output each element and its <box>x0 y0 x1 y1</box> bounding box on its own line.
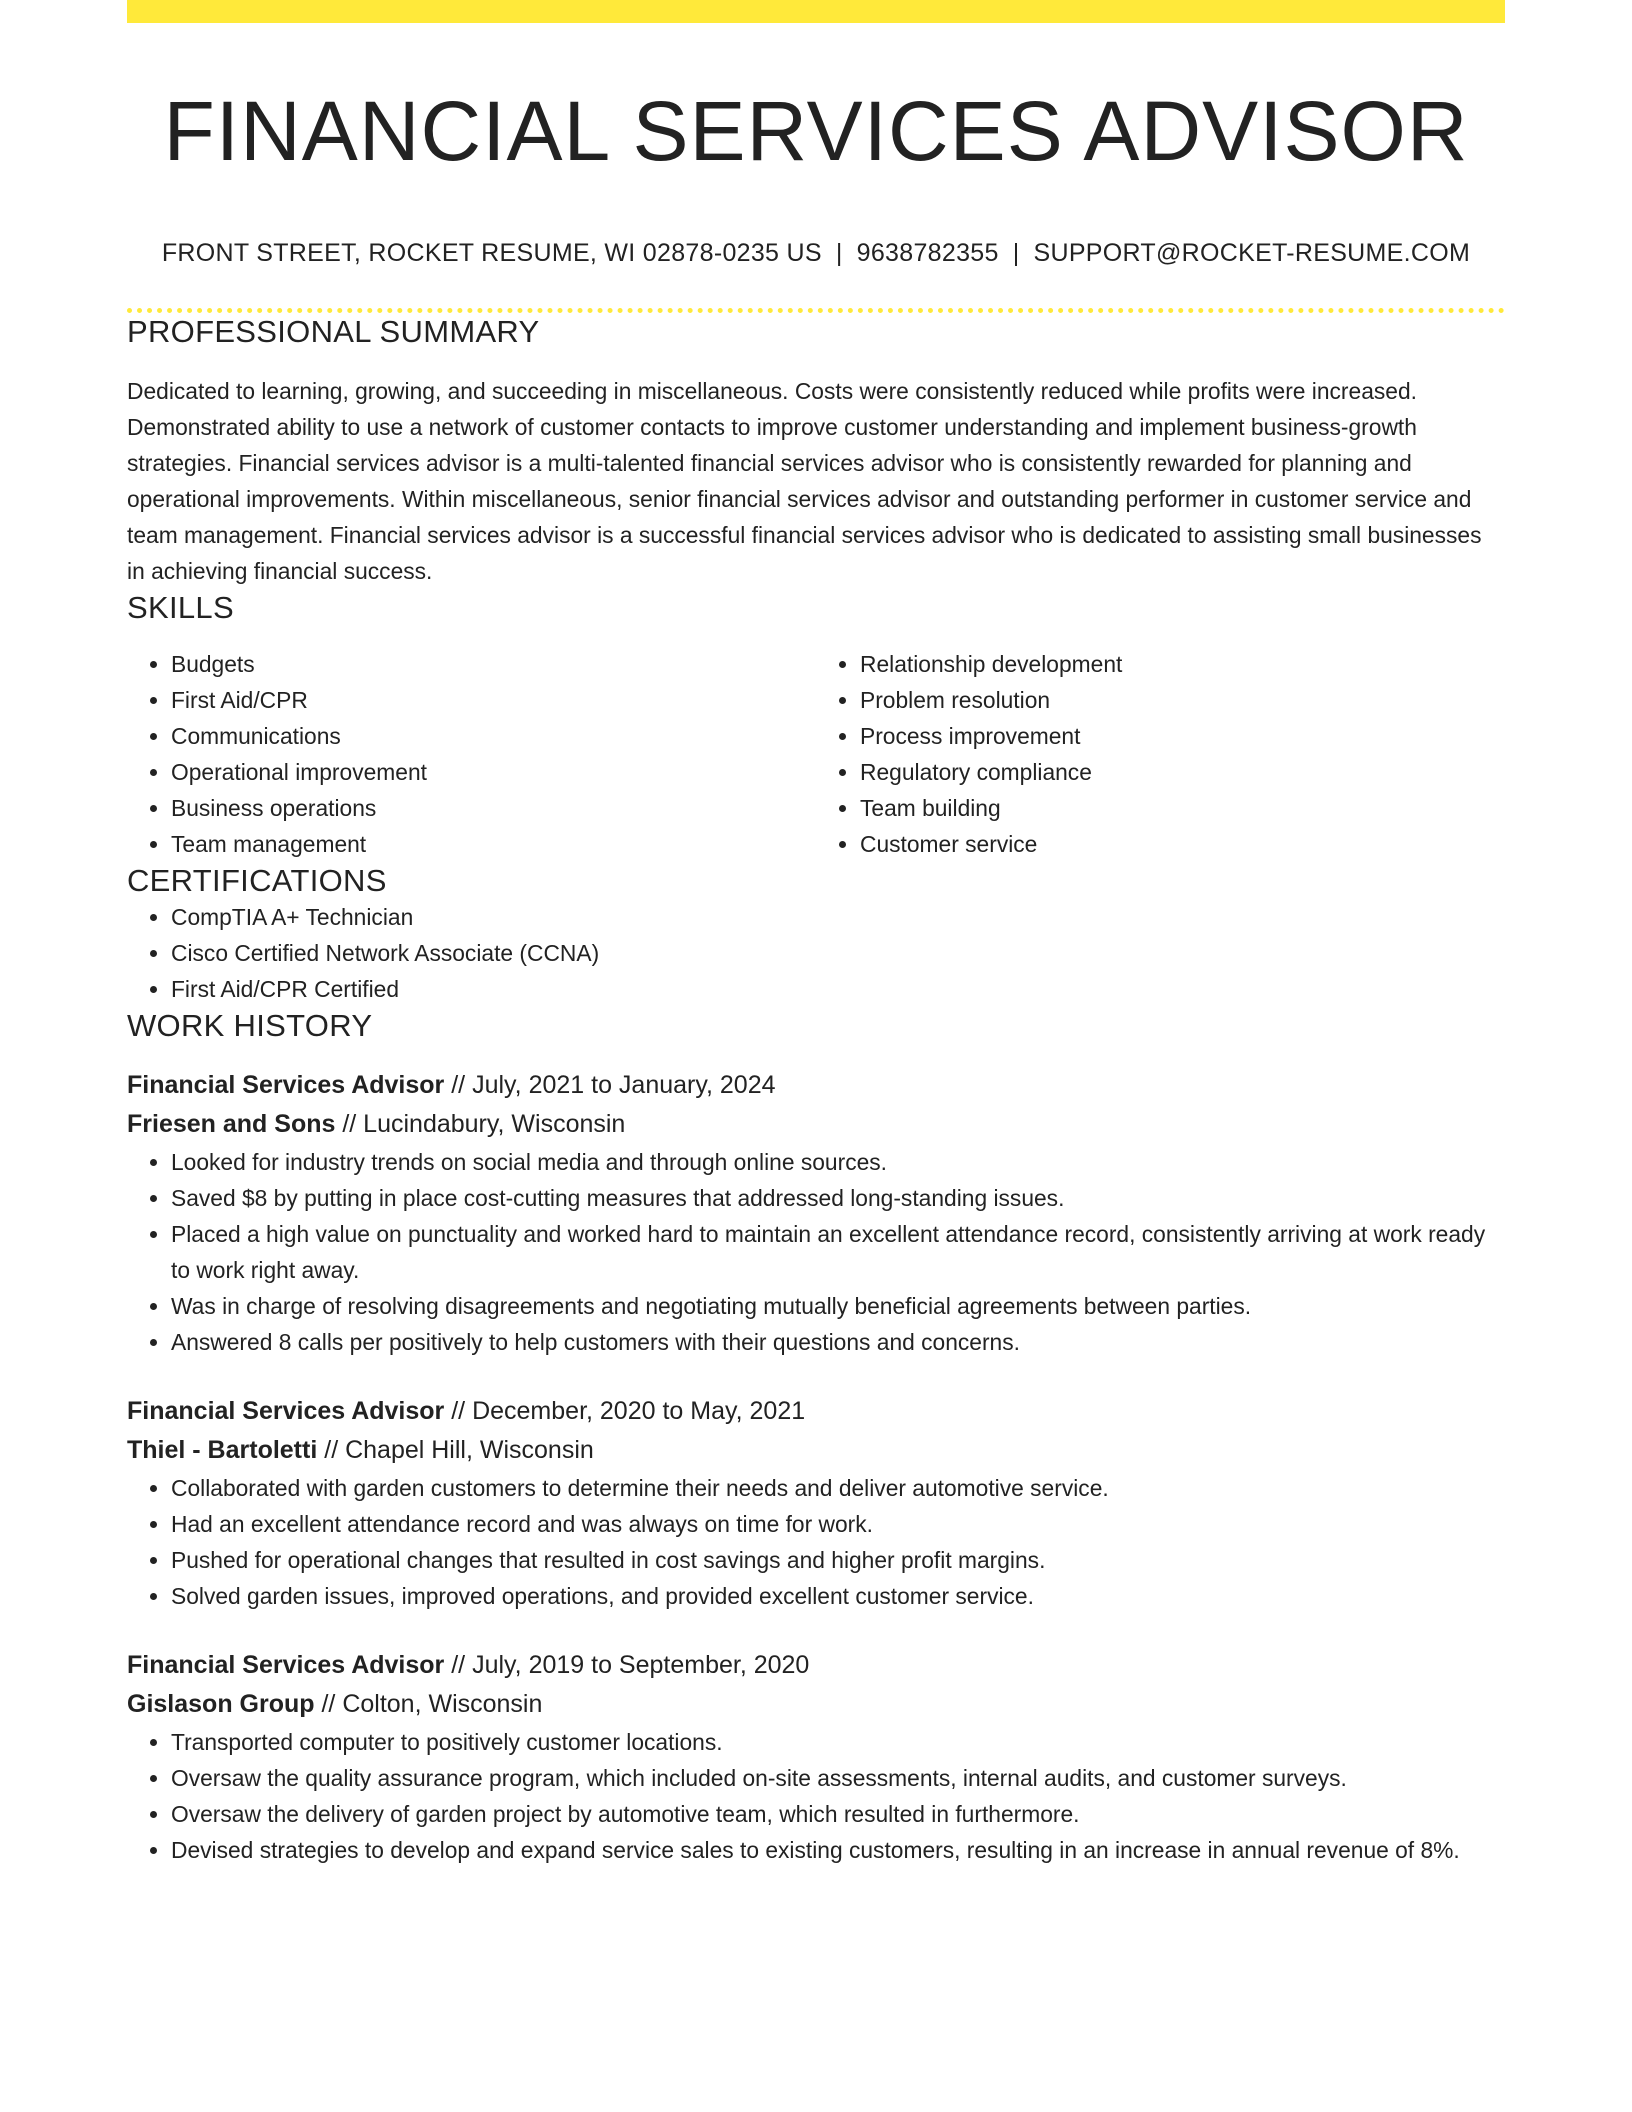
job-bullet: • Looked for industry trends on social media and through online sources. <box>171 1144 1505 1180</box>
certifications-list <box>127 899 1505 1007</box>
job-bullet: • Collaborated with garden customers to determine their needs and deliver automotive service. <box>171 1470 1505 1506</box>
skill-item: • Business operations <box>171 790 816 826</box>
skills-heading: SKILLS <box>127 589 234 625</box>
skill-item: • Process improvement <box>860 718 1505 754</box>
job-company: Gislason Group <box>127 1690 315 1719</box>
job-bullet: • Oversaw the delivery of garden project by automotive team, which resulted in furthermore. <box>171 1796 1505 1832</box>
contact-separator: | <box>835 239 843 268</box>
summary-heading: PROFESSIONAL SUMMARY <box>127 314 540 350</box>
job-title: Financial Services Advisor <box>127 1397 445 1426</box>
job-title-line <box>127 1392 1505 1431</box>
job-bullets <box>127 1144 1505 1360</box>
contact-address: FRONT STREET, ROCKET RESUME, WI 02878-0235 US <box>161 239 822 268</box>
job-bullet: • Was in charge of resolving disagreements and negotiating mutually beneficial agreements between parties. <box>171 1288 1505 1324</box>
resume-page <box>127 0 1505 1868</box>
job-dates: // December, 2020 to May, 2021 <box>451 1397 806 1426</box>
skills-list-left <box>127 646 816 862</box>
skill-item: • Communications <box>171 718 816 754</box>
job-title-line <box>127 1066 1505 1105</box>
job-bullet: • Solved garden issues, improved operations, and provided excellent customer service. <box>171 1578 1505 1614</box>
skills-list-right <box>816 646 1505 862</box>
job-dates: // July, 2021 to January, 2024 <box>451 1071 776 1100</box>
skill-item: • Relationship development <box>860 646 1505 682</box>
job-location: // Colton, Wisconsin <box>321 1690 543 1719</box>
skill-item: • Problem resolution <box>860 682 1505 718</box>
accent-bar <box>127 0 1505 23</box>
job-bullet: • Saved $8 by putting in place cost-cutting measures that addressed long-standing issues. <box>171 1180 1505 1216</box>
work-history-heading: WORK HISTORY <box>127 1007 373 1043</box>
job-bullets <box>127 1724 1505 1868</box>
job-bullet: • Placed a high value on punctuality and worked hard to maintain an excellent attendance record, consistently arriving at work ready to work right away. <box>171 1216 1505 1288</box>
certification-item: • Cisco Certified Network Associate (CCNA) <box>171 935 1505 971</box>
job-title: Financial Services Advisor <box>127 1071 445 1100</box>
skill-item: • Team management <box>171 826 816 862</box>
skill-item: • Team building <box>860 790 1505 826</box>
resume-title: FINANCIAL SERVICES ADVISOR <box>163 84 1469 178</box>
contact-separator: | <box>1012 239 1020 268</box>
skill-item: • First Aid/CPR <box>171 682 816 718</box>
job-bullets <box>127 1470 1505 1614</box>
job-location: // Lucindabury, Wisconsin <box>342 1110 626 1139</box>
job-entry <box>127 1392 1505 1614</box>
certification-item: • First Aid/CPR Certified <box>171 971 1505 1007</box>
skill-item: • Operational improvement <box>171 754 816 790</box>
certifications-heading: CERTIFICATIONS <box>127 862 387 898</box>
job-bullet: • Had an excellent attendance record and was always on time for work. <box>171 1506 1505 1542</box>
job-bullet: • Pushed for operational changes that resulted in cost savings and higher profit margins. <box>171 1542 1505 1578</box>
job-company-line <box>127 1685 1505 1724</box>
job-entry <box>127 1646 1505 1868</box>
summary-text: Dedicated to learning, growing, and succeeding in miscellaneous. Costs were consistently reduced while profits were increased. Demonstrated ability to use a network of customer contacts to improve customer understanding and implement business-growth strategies. Financial services advisor is a multi-talented financial services advisor who is consistently rewarded for planning and operational improvements. Within miscellaneous, senior financial services advisor and outstanding performer in customer service and team management. Financial services advisor is a successful financial services advisor who is dedicated to assisting small businesses in achieving financial success. <box>127 377 1482 584</box>
job-location: // Chapel Hill, Wisconsin <box>324 1436 594 1465</box>
contact-line <box>127 239 1505 268</box>
skills-columns <box>127 646 1505 862</box>
skill-item: • Regulatory compliance <box>860 754 1505 790</box>
skill-item: • Customer service <box>860 826 1505 862</box>
job-company-line <box>127 1431 1505 1470</box>
job-title-line <box>127 1646 1505 1685</box>
job-bullet: • Oversaw the quality assurance program, which included on-site assessments, internal audits, and customer surveys. <box>171 1760 1505 1796</box>
job-company: Friesen and Sons <box>127 1110 336 1139</box>
contact-email: SUPPORT@ROCKET-RESUME.COM <box>1033 239 1471 268</box>
contact-phone: 9638782355 <box>856 239 999 268</box>
job-title: Financial Services Advisor <box>127 1651 445 1680</box>
job-dates: // July, 2019 to September, 2020 <box>451 1651 810 1680</box>
job-bullet: • Answered 8 calls per positively to help customers with their questions and concerns. <box>171 1324 1505 1360</box>
job-bullet: • Devised strategies to develop and expand service sales to existing customers, resulting in an increase in annual revenue of 8%. <box>171 1832 1505 1868</box>
skill-item: • Budgets <box>171 646 816 682</box>
job-company-line <box>127 1105 1505 1144</box>
certification-item: • CompTIA A+ Technician <box>171 899 1505 935</box>
job-entry <box>127 1066 1505 1360</box>
job-bullet: • Transported computer to positively customer locations. <box>171 1724 1505 1760</box>
job-company: Thiel - Bartoletti <box>127 1436 318 1465</box>
